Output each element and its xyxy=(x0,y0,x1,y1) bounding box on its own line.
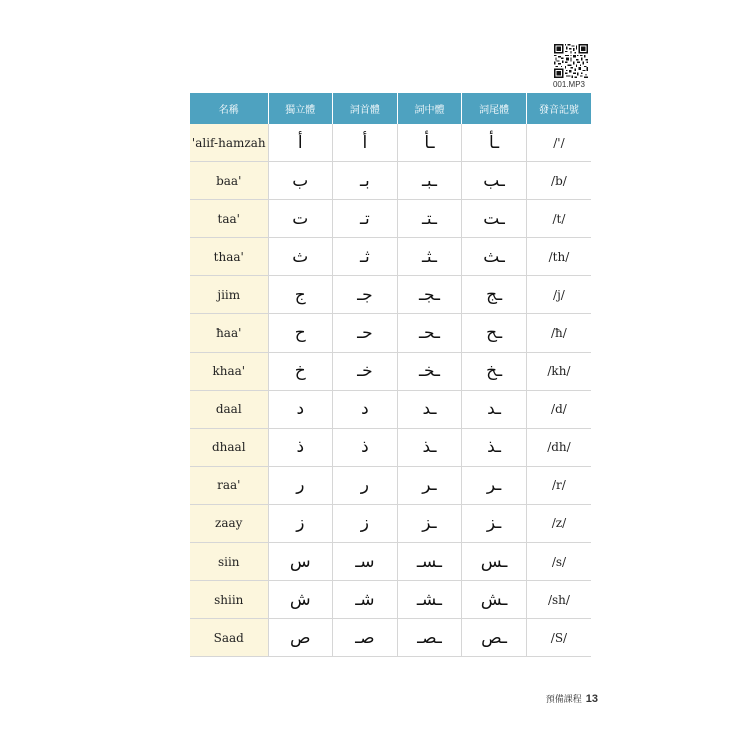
medial-form: ـشـ xyxy=(397,581,462,619)
page-footer xyxy=(546,692,598,705)
initial-form: تـ xyxy=(333,200,398,238)
pronunciation-symbol: /ħ/ xyxy=(526,314,591,352)
final-form: ـص xyxy=(462,619,527,657)
table-row xyxy=(190,352,591,390)
final-form: ـس xyxy=(462,543,527,581)
table-row xyxy=(190,504,591,542)
qr-caption: 001.MP3 xyxy=(552,80,586,89)
isolated-form: ش xyxy=(268,581,333,619)
pronunciation-symbol: /S/ xyxy=(526,619,591,657)
medial-form: ـبـ xyxy=(397,162,462,200)
final-form: ـح xyxy=(462,314,527,352)
table-row xyxy=(190,162,591,200)
alphabet-table xyxy=(190,93,591,657)
final-form: ـث xyxy=(462,238,527,276)
table-row xyxy=(190,276,591,314)
medial-form: ـز xyxy=(397,504,462,542)
isolated-form: س xyxy=(268,543,333,581)
letter-name: siin xyxy=(190,543,268,581)
medial-form: ـثـ xyxy=(397,238,462,276)
letter-name: Saad xyxy=(190,619,268,657)
pronunciation-symbol: /s/ xyxy=(526,543,591,581)
header-symbol: 發音記號 xyxy=(526,93,591,124)
letter-name: taa' xyxy=(190,200,268,238)
table-row xyxy=(190,124,591,162)
isolated-form: د xyxy=(268,390,333,428)
initial-form: سـ xyxy=(333,543,398,581)
final-form: ـج xyxy=(462,276,527,314)
pronunciation-symbol: /r/ xyxy=(526,466,591,504)
isolated-form: ص xyxy=(268,619,333,657)
header-name: 名稱 xyxy=(190,93,268,124)
pronunciation-symbol: /'/ xyxy=(526,124,591,162)
initial-form: د xyxy=(333,390,398,428)
letter-name: baa' xyxy=(190,162,268,200)
medial-form: ـسـ xyxy=(397,543,462,581)
isolated-form: ت xyxy=(268,200,333,238)
qr-code-icon xyxy=(554,44,588,78)
initial-form: حـ xyxy=(333,314,398,352)
initial-form: ز xyxy=(333,504,398,542)
pronunciation-symbol: /z/ xyxy=(526,504,591,542)
medial-form: ـصـ xyxy=(397,619,462,657)
final-form: ـد xyxy=(462,390,527,428)
pronunciation-symbol: /b/ xyxy=(526,162,591,200)
pronunciation-symbol: /d/ xyxy=(526,390,591,428)
initial-form: أ xyxy=(333,124,398,162)
table-row xyxy=(190,543,591,581)
initial-form: صـ xyxy=(333,619,398,657)
isolated-form: ز xyxy=(268,504,333,542)
isolated-form: ح xyxy=(268,314,333,352)
isolated-form: ب xyxy=(268,162,333,200)
final-form: ـأ xyxy=(462,124,527,162)
page-number: 13 xyxy=(585,693,598,705)
medial-form: ـأ xyxy=(397,124,462,162)
medial-form: ـخـ xyxy=(397,352,462,390)
table-row xyxy=(190,581,591,619)
medial-form: ـجـ xyxy=(397,276,462,314)
medial-form: ـر xyxy=(397,466,462,504)
isolated-form: خ xyxy=(268,352,333,390)
pronunciation-symbol: /dh/ xyxy=(526,428,591,466)
final-form: ـز xyxy=(462,504,527,542)
final-form: ـذ xyxy=(462,428,527,466)
isolated-form: ر xyxy=(268,466,333,504)
letter-name: khaa' xyxy=(190,352,268,390)
isolated-form: ج xyxy=(268,276,333,314)
table-row xyxy=(190,314,591,352)
medial-form: ـد xyxy=(397,390,462,428)
table-row xyxy=(190,238,591,276)
isolated-form: ث xyxy=(268,238,333,276)
pronunciation-symbol: /t/ xyxy=(526,200,591,238)
medial-form: ـحـ xyxy=(397,314,462,352)
medial-form: ـذ xyxy=(397,428,462,466)
table-row xyxy=(190,466,591,504)
table-row xyxy=(190,428,591,466)
final-form: ـب xyxy=(462,162,527,200)
initial-form: خـ xyxy=(333,352,398,390)
pronunciation-symbol: /th/ xyxy=(526,238,591,276)
final-form: ـش xyxy=(462,581,527,619)
initial-form: بـ xyxy=(333,162,398,200)
initial-form: جـ xyxy=(333,276,398,314)
letter-name: jiim xyxy=(190,276,268,314)
initial-form: ر xyxy=(333,466,398,504)
final-form: ـخ xyxy=(462,352,527,390)
header-medial: 詞中體 xyxy=(397,93,462,124)
letter-name: dhaal xyxy=(190,428,268,466)
table-row xyxy=(190,200,591,238)
final-form: ـر xyxy=(462,466,527,504)
initial-form: ثـ xyxy=(333,238,398,276)
final-form: ـت xyxy=(462,200,527,238)
letter-name: ħaa' xyxy=(190,314,268,352)
letter-name: zaay xyxy=(190,504,268,542)
footer-section: 預備課程 xyxy=(545,695,582,705)
pronunciation-symbol: /kh/ xyxy=(526,352,591,390)
header-final: 詞尾體 xyxy=(462,93,527,124)
table-header-row xyxy=(190,93,591,124)
letter-name: shiin xyxy=(190,581,268,619)
isolated-form: أ xyxy=(268,124,333,162)
table-row xyxy=(190,390,591,428)
header-initial: 詞首體 xyxy=(333,93,398,124)
header-isolated: 獨立體 xyxy=(268,93,333,124)
medial-form: ـتـ xyxy=(397,200,462,238)
initial-form: شـ xyxy=(333,581,398,619)
pronunciation-symbol: /j/ xyxy=(526,276,591,314)
isolated-form: ذ xyxy=(268,428,333,466)
letter-name: daal xyxy=(190,390,268,428)
letter-name: thaa' xyxy=(190,238,268,276)
letter-name: 'alif-hamzah xyxy=(190,124,268,162)
table-row xyxy=(190,619,591,657)
initial-form: ذ xyxy=(333,428,398,466)
letter-name: raa' xyxy=(190,466,268,504)
pronunciation-symbol: /sh/ xyxy=(526,581,591,619)
